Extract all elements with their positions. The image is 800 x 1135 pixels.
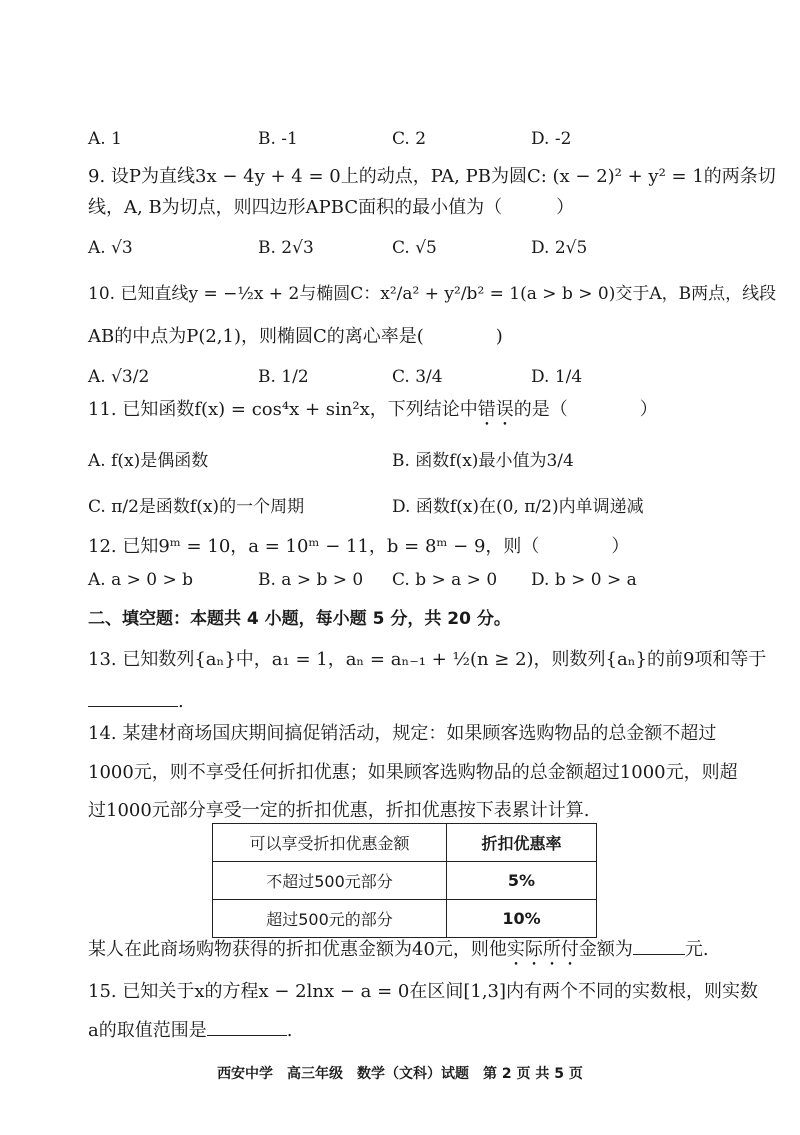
q11-option-a: A. f(x)是偶函数 [88, 451, 209, 471]
q15-line-2-pre: a的取值范围是 [88, 1020, 207, 1041]
q9-option-a: A. √3 [88, 238, 133, 258]
q8-option-a: A. 1 [88, 129, 122, 149]
table-header-row [213, 824, 597, 862]
q13-line-2 [88, 690, 184, 713]
table-cell: 超过500元的部分 [213, 900, 447, 938]
q11-line-1 [88, 399, 658, 430]
q11-line-1-pre: 11. 已知函数f(x) = cos⁴x + sin²x，下列结论中 [88, 399, 478, 420]
q14-emphasis: 实际所付 [506, 939, 579, 960]
q10-option-c: C. 3/4 [392, 367, 443, 387]
q11-option-d: D. 函数f(x)在(0, π/2)内单调递减 [392, 497, 644, 517]
q15-line-2 [88, 1019, 292, 1042]
q15-answer-blank [207, 1019, 287, 1036]
section-2-heading: 二、填空题：本题共 4 小题，每小题 5 分，共 20 分。 [88, 609, 511, 629]
q12-option-a: A. a > 0 > b [88, 570, 194, 590]
q14-after-pre: 某人在此商场购物获得的折扣优惠金额为40元，则他 [88, 939, 507, 960]
q10-option-a: A. √3/2 [88, 367, 150, 387]
table-cell: 5% [447, 862, 597, 900]
table-cell: 不超过500元部分 [213, 862, 447, 900]
discount-table [212, 823, 597, 938]
q14-line-1: 14. 某建材商场国庆期间搞促销活动，规定：如果顾客选购物品的总金额不超过 [88, 723, 717, 744]
q10-option-b: B. 1/2 [258, 367, 309, 387]
q8-option-c: C. 2 [392, 129, 427, 149]
q13-line-2-end: . [178, 691, 184, 712]
q9-line-2: 线，A, B为切点，则四边形APBC面积的最小值为（ ） [88, 197, 575, 218]
q10-line-2: AB的中点为P(2,1)，则椭圆C的离心率是( ) [88, 326, 503, 347]
q10-option-d: D. 1/4 [531, 367, 583, 387]
q14-line-2: 1000元，则不享受任何折扣优惠；如果顾客选购物品的总金额超过1000元，则超 [88, 762, 738, 783]
table-row [213, 862, 597, 900]
q14-line-3: 过1000元部分享受一定的折扣优惠，折扣优惠按下表累计计算. [88, 800, 590, 821]
q9-option-b: B. 2√3 [258, 238, 314, 258]
table-header-cell: 折扣优惠率 [447, 824, 597, 862]
q15-line-1: 15. 已知关于x的方程x − 2lnx − a = 0在区间[1,3]内有两个不同的实数根，则实数 [88, 981, 759, 1002]
q8-option-b: B. -1 [258, 129, 298, 149]
q14-after-post: 元. [684, 939, 709, 960]
q11-emphasis: 错误 [477, 399, 514, 420]
table-cell: 10% [447, 900, 597, 938]
q14-answer-blank [633, 938, 685, 955]
q12-option-c: C. b > a > 0 [392, 570, 498, 590]
page-footer: 西安中学 高三年级 数学（文科）试题 第 2 页 共 5 页 [217, 1066, 583, 1082]
table-header-cell: 可以享受折扣优惠金额 [213, 824, 447, 862]
q9-option-d: D. 2√5 [531, 238, 588, 258]
q13-answer-blank [88, 690, 178, 707]
q11-option-c: C. π/2是函数f(x)的一个周期 [88, 497, 305, 517]
q11-option-b: B. 函数f(x)最小值为3/4 [392, 451, 574, 471]
q11-line-1-post: 的是（ ） [513, 399, 658, 420]
q12-option-d: D. b > 0 > a [531, 570, 637, 590]
q13-line-1: 13. 已知数列{aₙ}中，a₁ = 1，aₙ = aₙ₋₁ + ½(n ≥ 2)，则数列{aₙ}的前9项和等于 [88, 649, 767, 670]
q14-after-table [88, 938, 709, 970]
table-row [213, 900, 597, 938]
q14-after-mid: 金额为 [578, 939, 633, 960]
q12-option-b: B. a > b > 0 [258, 570, 364, 590]
q12-line-1: 12. 已知9ᵐ = 10，a = 10ᵐ − 11，b = 8ᵐ − 9，则（ ） [88, 536, 630, 557]
q10-line-1: 10. 已知直线y = −½x + 2与椭圆C：x²/a² + y²/b² = 1(a > b > 0)交于A，B两点，线段 [88, 284, 777, 304]
q8-option-d: D. -2 [531, 129, 572, 149]
q9-line-1: 9. 设P为直线3x − 4y + 4 = 0上的动点，PA, PB为圆C: (x − 2)² + y² = 1的两条切 [88, 166, 776, 187]
q9-option-c: C. √5 [392, 238, 437, 258]
q15-line-2-post: . [286, 1020, 293, 1041]
